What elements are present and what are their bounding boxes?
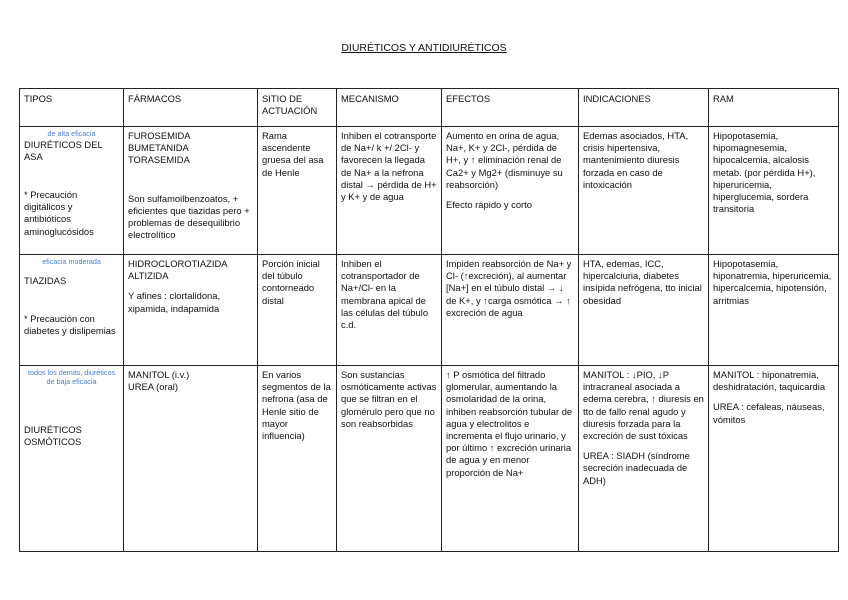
drug-name: ALTIZIDA [128, 270, 169, 282]
drug-note: Y afines : clortalidona, xipamida, indapamida [128, 290, 221, 314]
cell-indicaciones [579, 366, 709, 552]
drug-note: Son sulfamoilbenzoatos, + eficientes que tiazidas pero + problemas de desequilibrio electrolítico [128, 192, 250, 241]
cell-efectos: Impiden reabsorción de Na+ y Cl- (↑excreción), al aumentar [Na+] en el túbulo distal → ↓ de K+, y ↑carga osmótica → ↑ excreción de agua [442, 255, 579, 366]
header-ram: RAM [709, 89, 839, 127]
table-row [20, 255, 839, 366]
header-efectos: EFECTOS [442, 89, 579, 127]
cell-sitio: Rama ascendente gruesa del asa de Henle [258, 127, 337, 255]
cell-indicaciones: HTA, edemas, ICC, hipercalciuria, diabetes insípida nefrógena, tto inicial obesidad [579, 255, 709, 366]
page-title: DIURÉTICOS Y ANTIDIURÉTICOS [341, 42, 507, 54]
header-mecanismo: MECANISMO [337, 89, 442, 127]
header-tipos: TIPOS [20, 89, 124, 127]
type-name: DIURÉTICOS OSMÓTICOS [24, 424, 82, 448]
ram-text: MANITOL : hiponatremia, deshidratación, taquicardia [713, 369, 826, 393]
cell-sitio: En varios segmentos de la nefrona (asa de Henle sitio de mayor influencia) [258, 366, 337, 552]
indications-text-2: UREA : SIADH (síndrome secreción inadecuada de ADH) [583, 450, 690, 486]
cell-ram [709, 366, 839, 552]
table-row [20, 127, 839, 255]
efficacy-note: todos los demás, diuréticos de baja eficacia [27, 368, 116, 386]
table-header-row [20, 89, 839, 127]
type-name: TIAZIDAS [24, 274, 67, 286]
header-sitio: SITIO DE ACTUACIÓN [258, 89, 337, 127]
cell-tipo [20, 366, 124, 552]
precaution-text: * Precaución con diabetes y dislipemias [24, 312, 116, 336]
table-row [20, 366, 839, 552]
cell-farmacos [124, 366, 258, 552]
cell-indicaciones: Edemas asociados, HTA, crisis hipertensiva, mantenimiento diuresis forzada en caso de intoxicación [579, 127, 709, 255]
efficacy-note: de alta eficacia [47, 129, 96, 138]
cell-tipo [20, 255, 124, 366]
cell-farmacos [124, 127, 258, 255]
cell-efectos: ↑ P osmótica del filtrado glomerular, aumentando la osmolaridad de la orina, inhiben reabsorción tubular de agua y electrolitos e incrementa el flujo urinario, y por último ↑ excreción urinaria de agua y en menor proporción de Na+ [442, 366, 579, 552]
cell-efectos [442, 127, 579, 255]
indications-text: MANITOL : ↓PIO, ↓P intracraneal asociada a edema cerebra, ↑ diuresis en tto de fallo renal agudo y diuresis forzada para la excreción de sust tóxicas [583, 369, 704, 442]
drug-name: FUROSEMIDA [128, 130, 191, 141]
cell-sitio: Porción inicial del túbulo contorneado distal [258, 255, 337, 366]
cell-ram: Hipopotasemia, hiponatremia, hiperuricemia, hipercalcemia, hipotensión, arritmias [709, 255, 839, 366]
efficacy-note: eficacia moderada [42, 257, 101, 266]
cell-mecanismo: Inhiben el cotransportador de Na+/Cl- en la membrana apical de las células del túbulo c.d. [337, 255, 442, 366]
drug-name: UREA (oral) [128, 381, 179, 393]
cell-farmacos [124, 255, 258, 366]
effects-text-2: Efecto rápido y corto [446, 199, 532, 211]
precaution-text: * Precaución digitálicos y antibióticos aminoglucósidos [24, 188, 94, 237]
type-name: DIURÉTICOS DEL ASA [24, 138, 103, 162]
header-farmacos: FÁRMACOS [124, 89, 258, 127]
cell-mecanismo: Son sustancias osmóticamente activas que se filtran en el glomérulo pero que no son reabsorbidas [337, 366, 442, 552]
ram-text-2: UREA : cefaleas, náuseas, vómitos [713, 401, 825, 425]
cell-ram: Hipopotasemia, hipomagnesemia, hipocalcemia, alcalosis metab. (por pérdida H+), hiperuricemia, hiperglucemia, sordera transitoria [709, 127, 839, 255]
header-indicaciones: INDICACIONES [579, 89, 709, 127]
drug-name: TORASEMIDA [128, 154, 190, 166]
effects-text: Aumento en orina de agua, Na+, K+ y 2Cl-, pérdida de H+, y ↑ eliminación renal de Ca2+ y Mg2+ (disminuye su reabsorción) [446, 130, 563, 190]
cell-tipo [20, 127, 124, 255]
cell-mecanismo: Inhiben el cotransporte de Na+/ k +/ 2Cl- y favorecen la llegada de Na+ a la nefrona distal → pérdida de H+ y K+ y de agua [337, 127, 442, 255]
diuretics-table [19, 88, 839, 552]
drug-name: HIDROCLOROTIAZIDA [128, 258, 228, 269]
drug-name: MANITOL (i.v.) [128, 369, 190, 380]
drug-name: BUMETANIDA [128, 142, 189, 154]
